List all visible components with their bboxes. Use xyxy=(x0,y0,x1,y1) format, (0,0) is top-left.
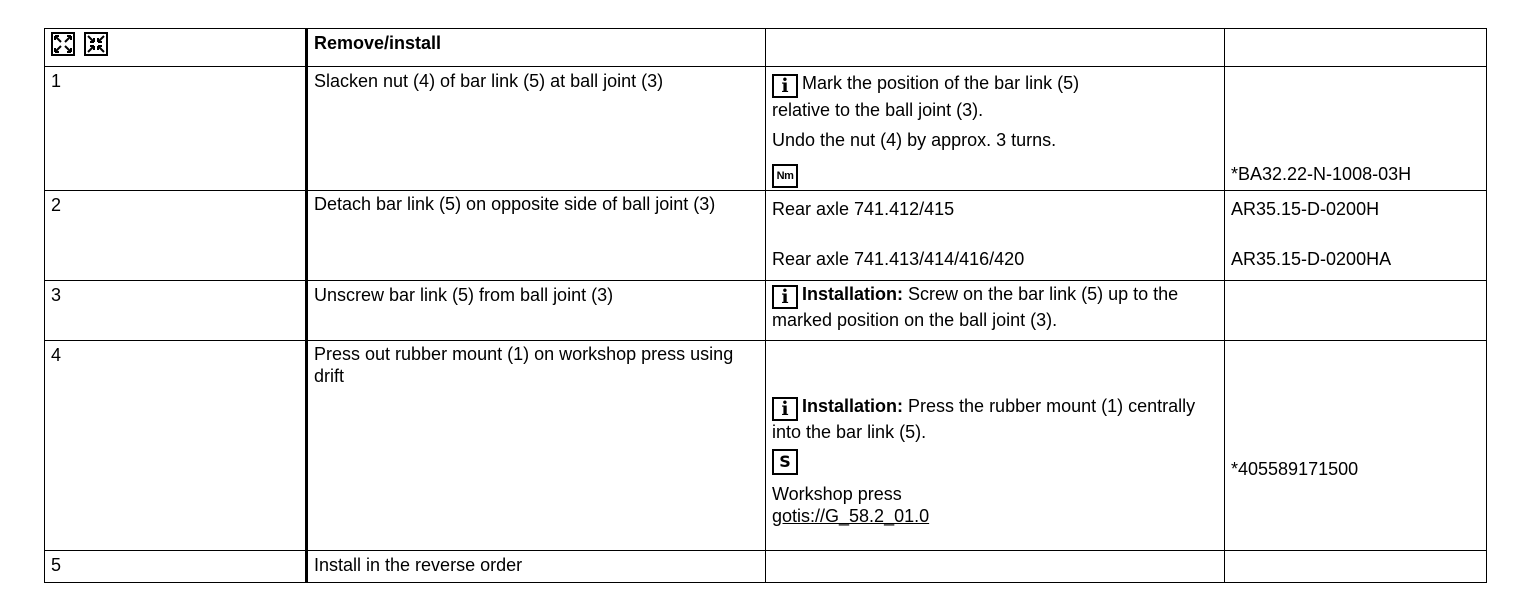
step-reference xyxy=(1225,191,1487,281)
step-note xyxy=(766,341,1225,551)
note-text: Mark the position of the bar link (5) xyxy=(802,73,1080,93)
header-icons-cell xyxy=(45,29,307,67)
axle-reference[interactable]: AR35.15-D-0200H xyxy=(1231,199,1380,219)
step-action: Install in the reverse order xyxy=(307,551,766,583)
table-row xyxy=(45,341,1487,551)
step-action: Slacken nut (4) of bar link (5) at ball joint (3) xyxy=(307,67,766,191)
table-row xyxy=(45,281,1487,341)
info-icon: i xyxy=(772,285,798,309)
step-number: 2 xyxy=(45,191,307,281)
table-header-row xyxy=(45,29,1487,67)
step-note xyxy=(766,67,1225,191)
table-row xyxy=(45,67,1487,191)
special-tool-icon[interactable]: S xyxy=(772,449,798,475)
tool-name: Workshop press xyxy=(772,484,902,504)
step-action: Unscrew bar link (5) from ball joint (3) xyxy=(307,281,766,341)
axle-reference[interactable]: AR35.15-D-0200HA xyxy=(1231,249,1392,269)
step-note xyxy=(766,191,1225,281)
note-text: Undo the nut (4) by approx. 3 turns. xyxy=(772,130,1057,150)
note-text: Screw on the bar link (5) up to the marked position on the ball joint (3). xyxy=(772,284,1179,330)
step-note xyxy=(766,281,1225,341)
table-row xyxy=(45,191,1487,281)
step-reference xyxy=(1225,551,1487,583)
header-title: Remove/install xyxy=(307,29,766,67)
axle-variant: Rear axle 741.413/414/416/420 xyxy=(772,249,1025,269)
collapse-all-icon[interactable] xyxy=(84,32,108,56)
torque-nm-icon[interactable]: Nm xyxy=(772,164,798,188)
note-label: Installation: xyxy=(802,284,904,304)
procedure-table xyxy=(44,28,1487,583)
step-number: 3 xyxy=(45,281,307,341)
step-number: 1 xyxy=(45,67,307,191)
step-number: 4 xyxy=(45,341,307,551)
step-note xyxy=(766,551,1225,583)
step-action: Press out rubber mount (1) on workshop press using drift xyxy=(307,341,766,551)
step-reference[interactable]: *BA32.22-N-1008-03H xyxy=(1225,67,1487,191)
note-label: Installation: xyxy=(802,396,904,416)
header-empty-cell xyxy=(766,29,1225,67)
info-icon: i xyxy=(772,397,798,421)
note-text: Press the rubber mount (1) centrally into the bar link (5). xyxy=(772,396,1196,442)
tool-link[interactable]: gotis://G_58.2_01.0 xyxy=(772,506,930,526)
info-icon: i xyxy=(772,74,798,98)
step-reference[interactable]: *405589171500 xyxy=(1225,341,1487,551)
expand-all-icon[interactable] xyxy=(51,32,75,56)
header-empty-cell xyxy=(1225,29,1487,67)
table-row xyxy=(45,551,1487,583)
axle-variant: Rear axle 741.412/415 xyxy=(772,199,955,219)
step-number: 5 xyxy=(45,551,307,583)
step-reference xyxy=(1225,281,1487,341)
step-action: Detach bar link (5) on opposite side of ball joint (3) xyxy=(307,191,766,281)
note-text: relative to the ball joint (3). xyxy=(772,100,984,120)
